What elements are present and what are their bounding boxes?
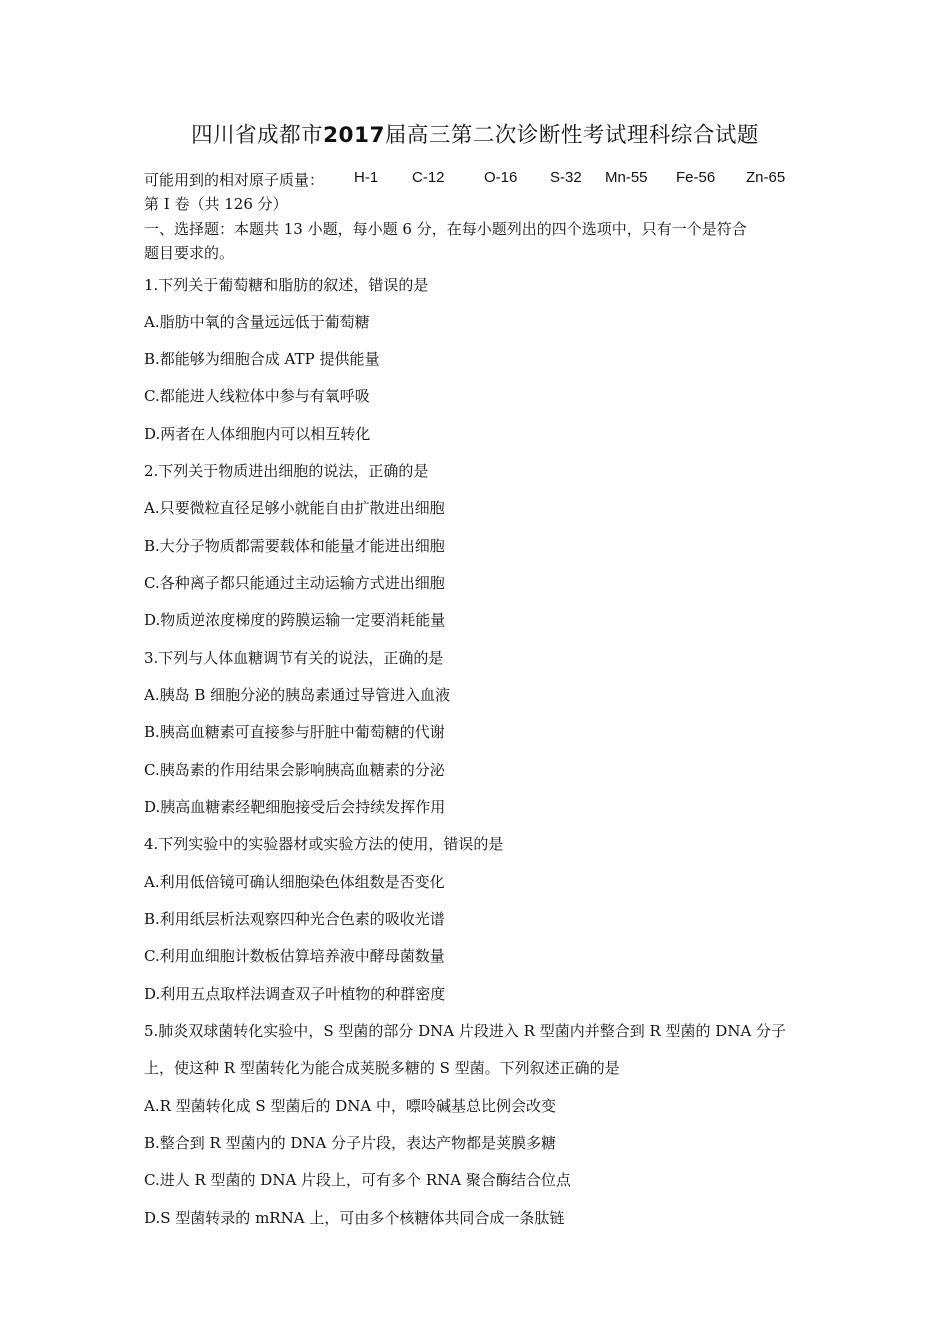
document-title: [0, 118, 950, 149]
question-line: 上，使这种 R 型菌转化为能合成荚脱多糖的 S 型菌。下列叙述正确的是: [144, 1059, 620, 1077]
atomic-mass-item: C-12: [412, 169, 445, 186]
atomic-mass-item: Mn-55: [605, 169, 648, 186]
title-year: 2017: [323, 123, 385, 148]
option-line: D.两者在人体细胞内可以相互转化: [144, 425, 371, 443]
option-line: B.利用纸层析法观察四种光合色素的吸收光谱: [144, 910, 445, 928]
option-line: B.都能够为细胞合成 ATP 提供能量: [144, 350, 380, 368]
option-line: D.利用五点取样法调查双子叶植物的种群密度: [144, 985, 446, 1003]
option-line: B.整合到 R 型菌内的 DNA 分子片段，表达产物都是荚膜多糖: [144, 1134, 557, 1152]
atomic-mass-item: Fe-56: [676, 169, 716, 186]
option-line: B.胰高血糖素可直接参与肝脏中葡萄糖的代谢: [144, 723, 445, 741]
question-line: 5.肺炎双球菌转化实验中，S 型菌的部分 DNA 片段进入 R 型菌内并整合到 R 型菌的 DNA 分子: [144, 1022, 787, 1040]
section-heading: 第 I 卷（共 126 分）: [144, 195, 288, 213]
option-line: C.各种离子都只能通过主动运输方式进出细胞: [144, 574, 445, 592]
option-line: A.利用低倍镜可确认细胞染色体组数是否变化: [144, 873, 445, 891]
atomic-mass-item: Zn-65: [746, 169, 786, 186]
option-line: D.S 型菌转录的 mRNA 上，可由多个核糖体共同合成一条肽链: [144, 1209, 565, 1227]
option-line: A.R 型菌转化成 S 型菌后的 DNA 中，嘌呤碱基总比例会改变: [144, 1097, 556, 1115]
option-line: A.脂肪中氧的含量远远低于葡萄糖: [144, 313, 370, 331]
option-line: A.只要微粒直径足够小就能自由扩散进出细胞: [144, 499, 445, 517]
option-line: C.进人 R 型菌的 DNA 片段上，可有多个 RNA 聚合酶结合位点: [144, 1171, 571, 1189]
instructions-line-1: 一、选择题：本题共 13 小题，每小题 6 分，在每小题列出的四个选项中，只有一个是符合: [144, 220, 747, 238]
option-line: C.胰岛素的作用结果会影响胰高血糖素的分泌: [144, 761, 445, 779]
title-prefix: 四川省成都市: [191, 123, 324, 148]
question-line: 2.下列关于物质进出细胞的说法，正确的是: [144, 462, 429, 480]
question-line: 3.下列与人体血糖调节有关的说法，正确的是: [144, 649, 444, 667]
atomic-mass-label: 可能用到的相对原子质量：: [144, 171, 325, 189]
option-line: B.大分子物质都需要载体和能量才能进出细胞: [144, 537, 445, 555]
option-line: D.物质逆浓度梯度的跨膜运输一定要消耗能量: [144, 611, 446, 629]
question-line: 1.下列关于葡萄糖和脂肪的叙述，错误的是: [144, 276, 429, 294]
atomic-mass-item: H-1: [354, 169, 379, 186]
instructions-line-2: 题目要求的。: [144, 244, 235, 262]
question-line: 4.下列实验中的实验器材或实验方法的使用，错误的是: [144, 835, 504, 853]
option-line: C.都能进人线粒体中参与有氧呼吸: [144, 387, 370, 405]
atomic-mass-item: O-16: [484, 169, 518, 186]
option-line: D.胰高血糖素经靶细胞接受后会持续发挥作用: [144, 798, 446, 816]
title-suffix: 届高三第二次诊断性考试理科综合试题: [384, 123, 759, 148]
atomic-mass-line: [144, 169, 844, 189]
atomic-mass-item: S-32: [550, 169, 582, 186]
option-line: A.胰岛 B 细胞分泌的胰岛素通过导管进入血液: [144, 686, 451, 704]
option-line: C.利用血细胞计数板估算培养液中酵母菌数量: [144, 947, 445, 965]
